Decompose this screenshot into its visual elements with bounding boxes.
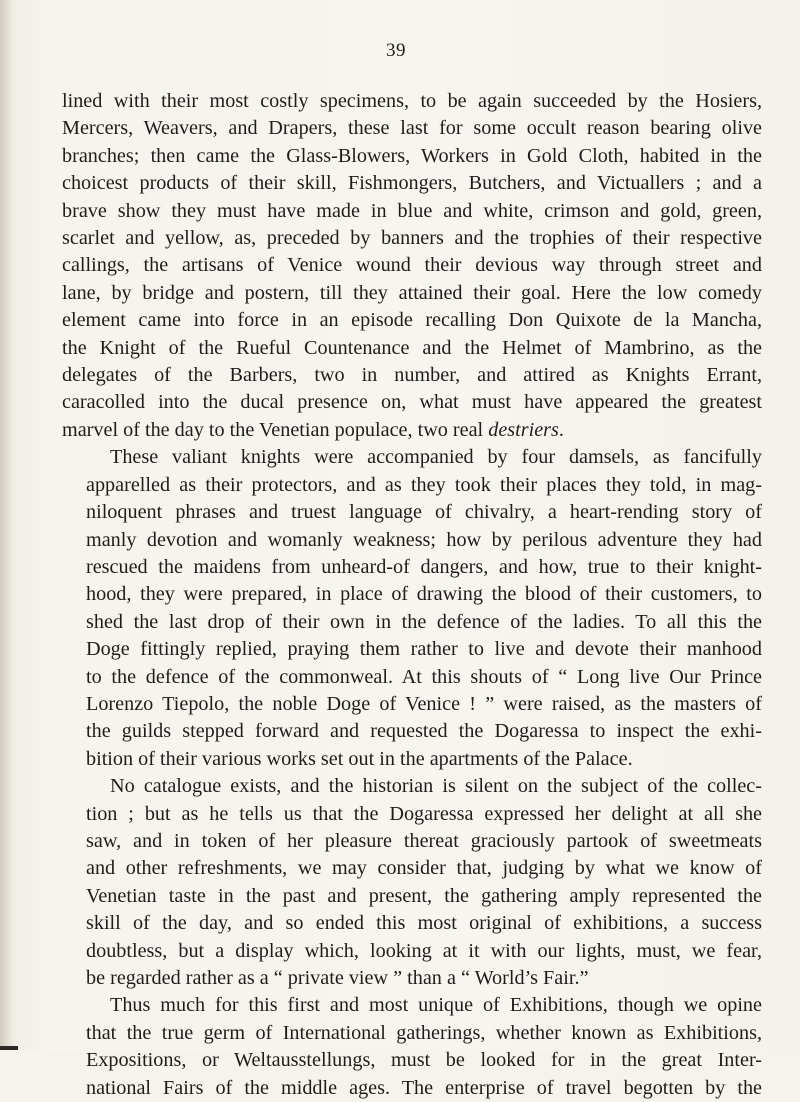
paragraph-1	[62, 88, 762, 444]
text-line: rescued the maidens from unheard-of dangers, and how, true to their knight-	[86, 555, 762, 578]
text-line: and other refreshments, we may consider that, judging by what we know of	[86, 857, 762, 880]
text-line: manly devotion and womanly weakness; how by perilous adventure they had	[86, 528, 762, 551]
text-line: hood, they were prepared, in place of drawing the blood of their customers, to	[86, 583, 762, 606]
text-line: Doge fittingly replied, praying them rather to live and devote their manhood	[86, 638, 762, 661]
italic-word: destriers	[488, 418, 559, 441]
text-line: to the defence of the commonweal. At this shouts of “ Long live Our Prince	[86, 665, 762, 688]
text-line: the guilds stepped forward and requested the Dogaressa to inspect the exhi-	[86, 720, 762, 743]
text-line: choicest products of their skill, Fishmongers, Butchers, and Victuallers ; and a	[62, 172, 762, 195]
paragraph-4	[62, 992, 762, 1102]
text-line: bition of their various works set out in the apartments of the Palace.	[86, 747, 633, 770]
text-line: callings, the artisans of Venice wound their devious way through street and	[62, 254, 762, 277]
text-line: tion ; but as he tells us that the Dogaressa expressed her delight at all she	[86, 802, 762, 825]
text-line: national Fairs of the middle ages. The enterprise of travel begotten by the	[86, 1076, 762, 1099]
text-line: element came into force in an episode recalling Don Quixote de la Mancha,	[62, 309, 762, 332]
text-line: saw, and in token of her pleasure thereat graciously partook of sweetmeats	[86, 829, 762, 852]
text-line: Mercers, Weavers, and Drapers, these last for some occult reason bearing olive	[62, 117, 762, 140]
text-line: shed the last drop of their own in the defence of the ladies. To all this the	[86, 610, 762, 633]
paragraph-3	[62, 773, 762, 992]
text-line: the Knight of the Rueful Countenance and the Helmet of Mambrino, as the	[62, 336, 762, 359]
text-line: doubtless, but a display which, looking at it with our lights, must, we fear,	[86, 939, 762, 962]
text-line: delegates of the Barbers, two in number, and attired as Knights Errant,	[62, 364, 762, 387]
gutter-shadow	[0, 0, 14, 1050]
text-line: brave show they must have made in blue and white, crimson and gold, green,	[62, 199, 762, 222]
paragraph-2	[62, 444, 762, 773]
text-line: niloquent phrases and truest language of chivalry, a heart-rending story of	[86, 501, 762, 524]
text-line: caracolled into the ducal presence on, what must have appeared the greatest	[62, 391, 762, 414]
page-edge-mark	[0, 1046, 18, 1050]
text-line: be regarded rather as a “ private view ” than a “ World’s Fair.”	[86, 967, 589, 989]
text-line: lane, by bridge and postern, till they attained their goal. Here the low comedy	[62, 281, 762, 304]
text-line: apparelled as their protectors, and as they took their places they told, in mag-	[86, 473, 762, 496]
text-line: Expositions, or Weltausstellungs, must be looked for in the great Inter-	[86, 1049, 762, 1072]
text-line: No catalogue exists, and the historian is silent on the subject of the collec-	[110, 775, 762, 798]
page-number: 39	[386, 40, 406, 61]
text-line: skill of the day, and so ended this most original of exhibitions, a success	[86, 912, 762, 935]
text-line: branches; then came the Glass-Blowers, Workers in Gold Cloth, habited in the	[62, 144, 762, 167]
body-text	[62, 88, 762, 1102]
text-line: Lorenzo Tiepolo, the noble Doge of Venice ! ” were raised, as the masters of	[86, 692, 762, 715]
text-line: These valiant knights were accompanied by four damsels, as fancifully	[110, 446, 762, 469]
text-line: scarlet and yellow, as, preceded by banners and the trophies of their respective	[62, 227, 762, 250]
text-line: marvel of the day to the Venetian populace, two real destriers.	[62, 418, 564, 441]
text-line: that the true germ of International gatherings, whether known as Exhibitions,	[86, 1021, 762, 1044]
text-line: Venetian taste in the past and present, the gathering amply represented the	[86, 884, 762, 907]
text-line: Thus much for this first and most unique of Exhibitions, though we opine	[110, 994, 762, 1017]
text-line: lined with their most costly specimens, to be again succeeded by the Hosiers,	[62, 90, 762, 112]
